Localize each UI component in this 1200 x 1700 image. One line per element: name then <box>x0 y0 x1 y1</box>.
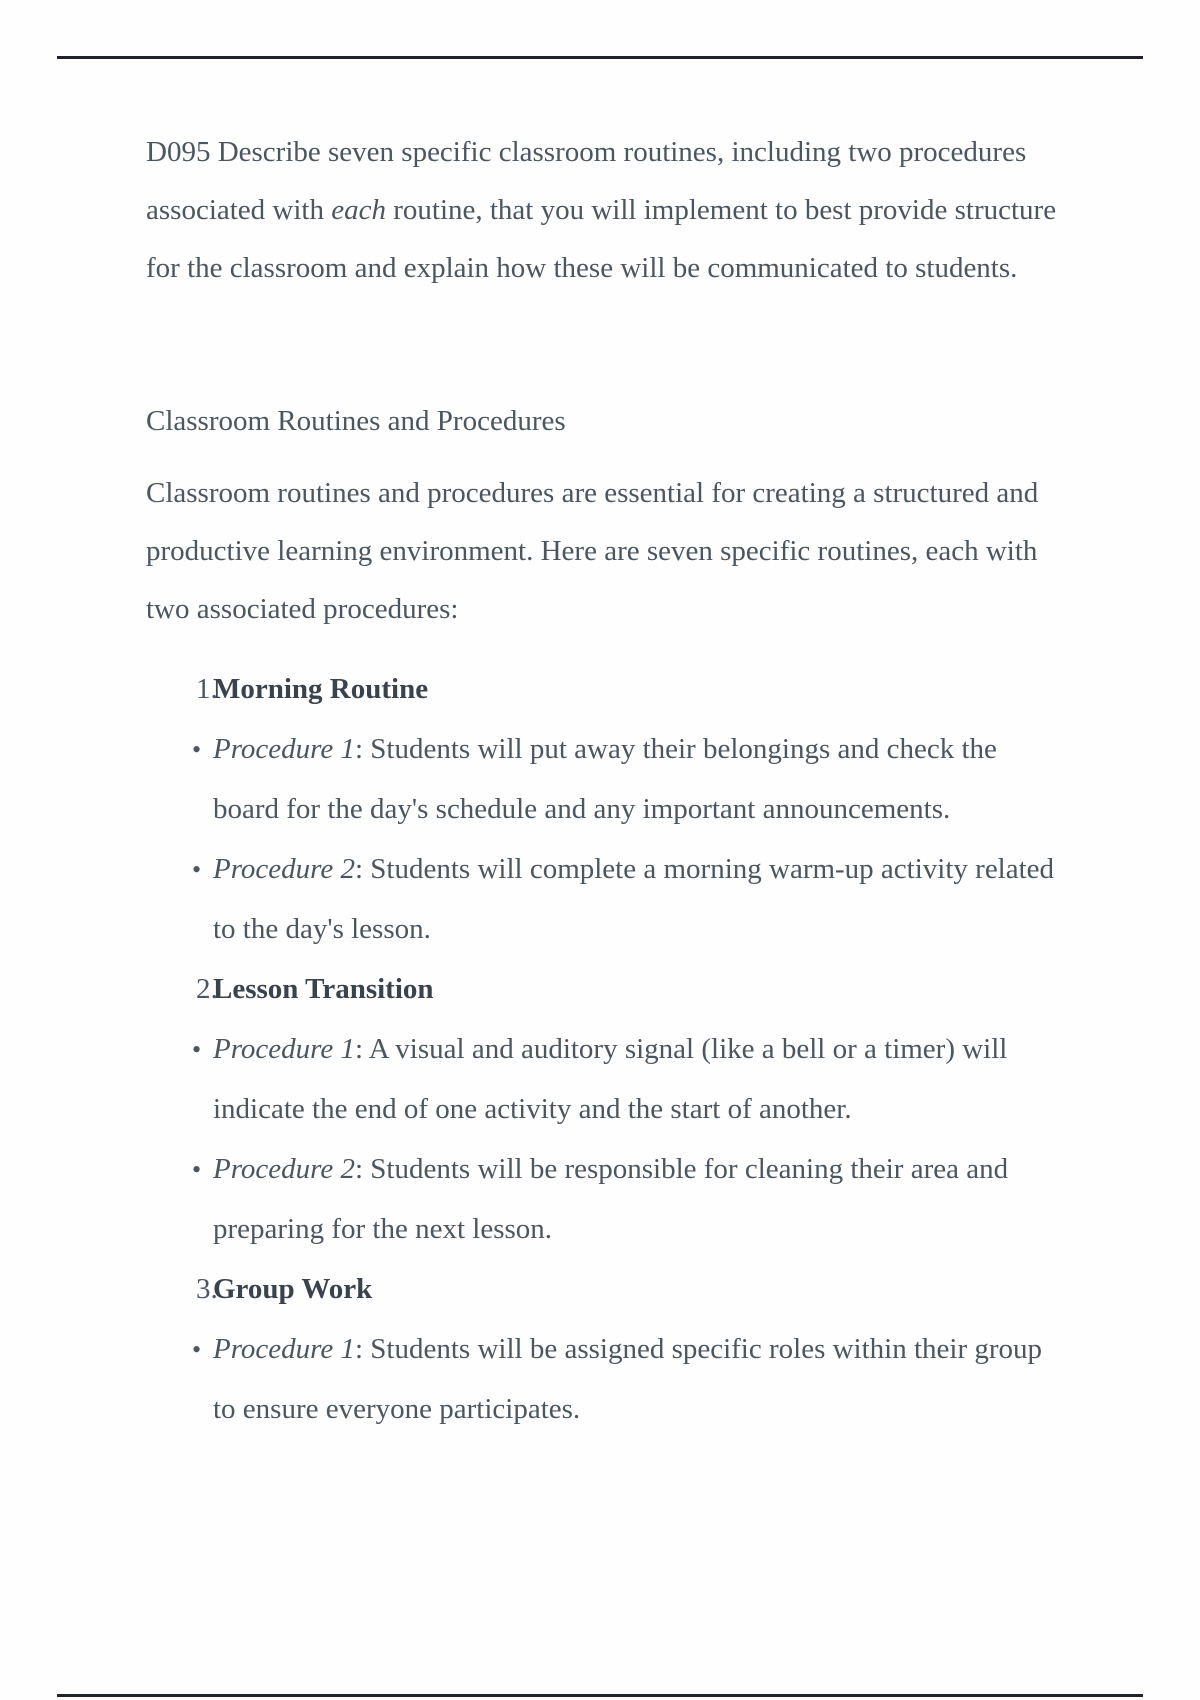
routine-number: 3. <box>196 1273 218 1305</box>
bullet-icon: • <box>192 735 202 764</box>
top-divider <box>57 56 1143 59</box>
procedure-label: Procedure 2 <box>213 1153 355 1185</box>
procedure-item <box>146 1139 1061 1259</box>
procedure-item <box>146 1319 1061 1439</box>
routine-number: 1. <box>196 673 218 705</box>
bullet-icon: • <box>192 1155 202 1184</box>
procedure-item <box>146 719 1061 839</box>
routine-title: Morning Routine <box>213 673 429 705</box>
routine-title-row <box>146 959 1061 1019</box>
prompt-italic-word: each <box>331 194 386 226</box>
routine-item-morning <box>146 659 1061 959</box>
document-content <box>146 123 1061 1439</box>
routine-title-row <box>146 659 1061 719</box>
prompt-text-after: routine, that you will implement to best provide structure for the classroom and explain how these will be communicated to students. <box>146 194 1057 284</box>
prompt-paragraph <box>146 123 1061 297</box>
procedure-text: : Students will be responsible for cleaning their area and preparing for the next lesson. <box>213 1153 1009 1245</box>
bullet-icon: • <box>192 855 202 884</box>
procedures-list <box>146 719 1061 959</box>
bullet-icon: • <box>192 1335 202 1364</box>
procedure-label: Procedure 2 <box>213 853 355 885</box>
routine-item-lesson-transition <box>146 959 1061 1259</box>
routine-title-row <box>146 1259 1061 1319</box>
procedure-item <box>146 1019 1061 1139</box>
procedure-text: : Students will be assigned specific roles within their group to ensure everyone participates. <box>213 1333 1043 1425</box>
bottom-divider <box>57 1694 1143 1697</box>
procedure-label: Procedure 1 <box>213 1033 355 1065</box>
procedure-label: Procedure 1 <box>213 1333 355 1365</box>
bullet-icon: • <box>192 1035 202 1064</box>
procedure-label: Procedure 1 <box>213 733 355 765</box>
procedure-item <box>146 839 1061 959</box>
intro-paragraph: Classroom routines and procedures are essential for creating a structured and productive learning environment. Here are seven specific routines, each with two associated procedures: <box>146 477 1039 625</box>
prompt-text-before: D095 Describe seven specific classroom routines, including two procedures associated with <box>146 136 1027 226</box>
routine-number: 2. <box>196 973 218 1005</box>
procedures-list <box>146 1019 1061 1259</box>
routine-item-group-work <box>146 1259 1061 1439</box>
procedure-text: : A visual and auditory signal (like a bell or a timer) will indicate the end of one activity and the start of another. <box>213 1033 1008 1125</box>
routine-title: Group Work <box>213 1273 373 1305</box>
section-heading: Classroom Routines and Procedures <box>146 405 566 437</box>
procedure-text: : Students will complete a morning warm-up activity related to the day's lesson. <box>213 853 1055 945</box>
routines-list <box>146 659 1061 1439</box>
procedure-text: : Students will put away their belongings and check the board for the day's schedule and any important announcements. <box>213 733 997 825</box>
routine-title: Lesson Transition <box>213 973 434 1005</box>
procedures-list <box>146 1319 1061 1439</box>
